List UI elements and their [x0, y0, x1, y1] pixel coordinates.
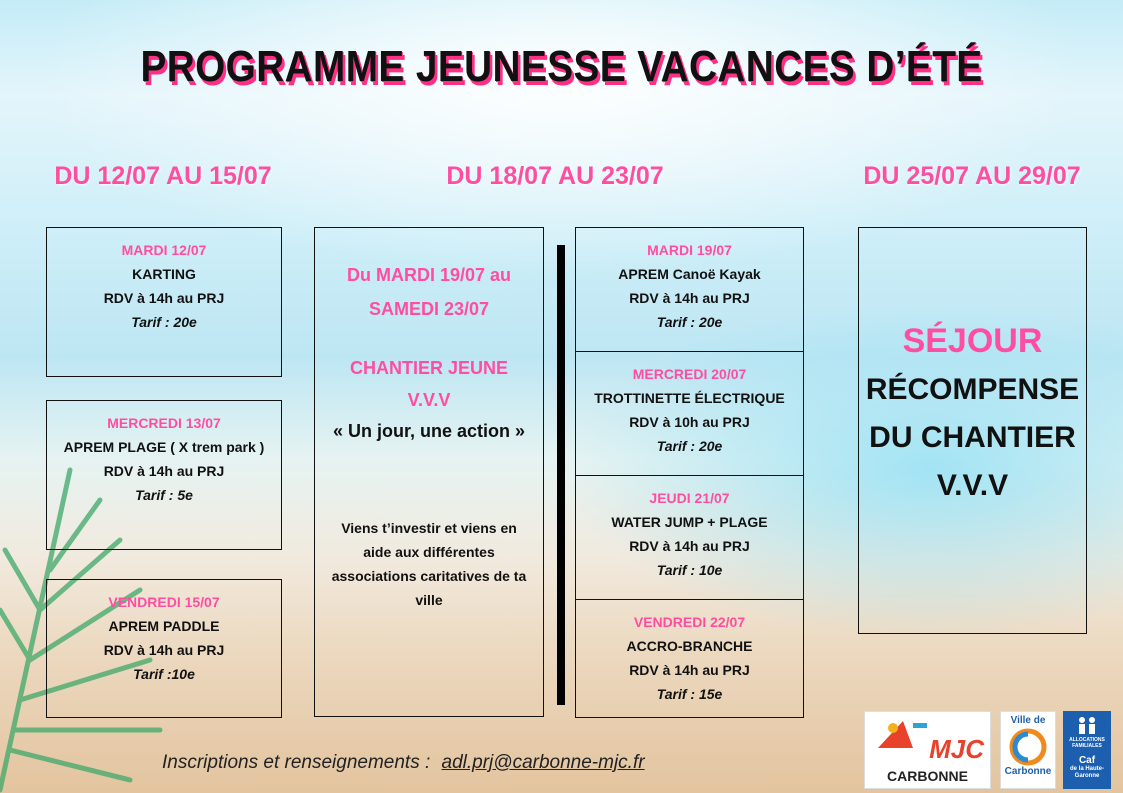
activity-day: VENDREDI 22/07: [633, 614, 746, 630]
sejour-line: RÉCOMPENSE: [865, 373, 1080, 406]
activity-day: MERCREDI 20/07: [632, 366, 747, 382]
chantier-title-line2: V.V.V: [407, 390, 451, 410]
activity-card-canoe: [575, 227, 804, 352]
mjc-city: CARBONNE: [887, 768, 968, 784]
chantier-title-line1: CHANTIER JEUNE: [349, 358, 509, 378]
caf-family-icon: [1074, 715, 1100, 737]
footer-contact: [162, 752, 645, 774]
activity-rdv: RDV à 10h au PRJ: [629, 414, 750, 430]
activity-rdv: RDV à 14h au PRJ: [103, 290, 225, 306]
sejour-title: SÉJOUR: [902, 322, 1043, 360]
week-1-heading: DU 12/07 AU 15/07: [54, 162, 272, 190]
activity-name: TROTTINETTE ÉLECTRIQUE: [594, 390, 785, 406]
activity-day: VENDREDI 15/07: [108, 594, 220, 610]
sejour-card: [858, 227, 1087, 634]
chantier-slogan: « Un jour, une action »: [332, 421, 526, 441]
caf-line1: ALLOCATIONS FAMILIALES: [1069, 737, 1105, 749]
mjc-word: MJC: [929, 734, 984, 764]
activity-price: Tarif :10e: [133, 666, 195, 682]
activity-day: MARDI 19/07: [647, 242, 732, 258]
activity-price: Tarif : 5e: [135, 487, 193, 503]
caf-line3: de la Haute-Garonne: [1069, 766, 1104, 779]
activity-day: MERCREDI 13/07: [107, 415, 221, 431]
activity-card-karting: [46, 227, 282, 377]
caf-line2: Caf: [1078, 755, 1096, 766]
mjc-carbonne-logo: [864, 711, 991, 789]
activity-price: Tarif : 20e: [131, 314, 197, 330]
activity-card-paddle: [46, 579, 282, 718]
ville-line2: Carbonne: [1004, 766, 1052, 777]
activity-price: Tarif : 15e: [656, 686, 723, 702]
activity-rdv: RDV à 14h au PRJ: [103, 642, 225, 658]
activity-card-accro-branche: [575, 599, 804, 718]
chantier-desc-line: aide aux différentes: [363, 544, 495, 560]
sejour-line: DU CHANTIER: [869, 421, 1076, 454]
contact-email-link[interactable]: adl.prj@carbonne-mjc.fr: [441, 752, 645, 773]
ville-emblem-icon: [1008, 728, 1048, 766]
activity-card-plage: [46, 400, 282, 550]
activity-price: Tarif : 10e: [656, 562, 723, 578]
ville-line1: Ville de: [1010, 715, 1046, 726]
activity-card-water-jump: [575, 475, 804, 600]
activity-price: Tarif : 20e: [656, 438, 723, 454]
activity-name: KARTING: [132, 266, 196, 282]
chantier-description: [315, 516, 543, 612]
vertical-divider: [557, 245, 565, 705]
chantier-jeune-card: [314, 227, 544, 717]
footer-label: Inscriptions et renseignements :: [162, 752, 431, 773]
activity-rdv: RDV à 14h au PRJ: [629, 538, 750, 554]
activity-name: APREM Canoë Kayak: [618, 266, 761, 282]
activity-day: JEUDI 21/07: [649, 490, 730, 506]
sejour-line: V.V.V: [936, 469, 1009, 502]
activity-day: MARDI 12/07: [121, 242, 207, 258]
activity-rdv: RDV à 14h au PRJ: [103, 463, 225, 479]
week-2-heading: DU 18/07 AU 23/07: [446, 162, 664, 190]
activity-price: Tarif : 20e: [656, 314, 723, 330]
chantier-desc-line: ville: [415, 592, 443, 608]
mjc-logo-shapes-icon: [873, 718, 933, 752]
activity-name: APREM PADDLE: [108, 618, 220, 634]
chantier-desc-line: Viens t’investir et viens en: [341, 520, 517, 536]
activity-name: APREM PLAGE ( X trem park ): [63, 439, 265, 455]
week-3-heading: DU 25/07 AU 29/07: [863, 162, 1081, 190]
activity-rdv: RDV à 14h au PRJ: [629, 290, 750, 306]
ville-carbonne-logo: [1000, 711, 1056, 789]
activity-name: ACCRO-BRANCHE: [626, 638, 753, 654]
activity-name: WATER JUMP + PLAGE: [611, 514, 768, 530]
activity-card-trottinette: [575, 351, 804, 476]
chantier-desc-line: associations caritatives de ta: [331, 568, 527, 584]
caf-logo: [1063, 711, 1111, 789]
chantier-date-line1: Du MARDI 19/07 au: [346, 265, 512, 285]
page-title: PROGRAMME JEUNESSE VACANCES D’ÉTÉ: [140, 42, 983, 91]
activity-rdv: RDV à 14h au PRJ: [629, 662, 750, 678]
chantier-date-line2: SAMEDI 23/07: [368, 299, 490, 319]
